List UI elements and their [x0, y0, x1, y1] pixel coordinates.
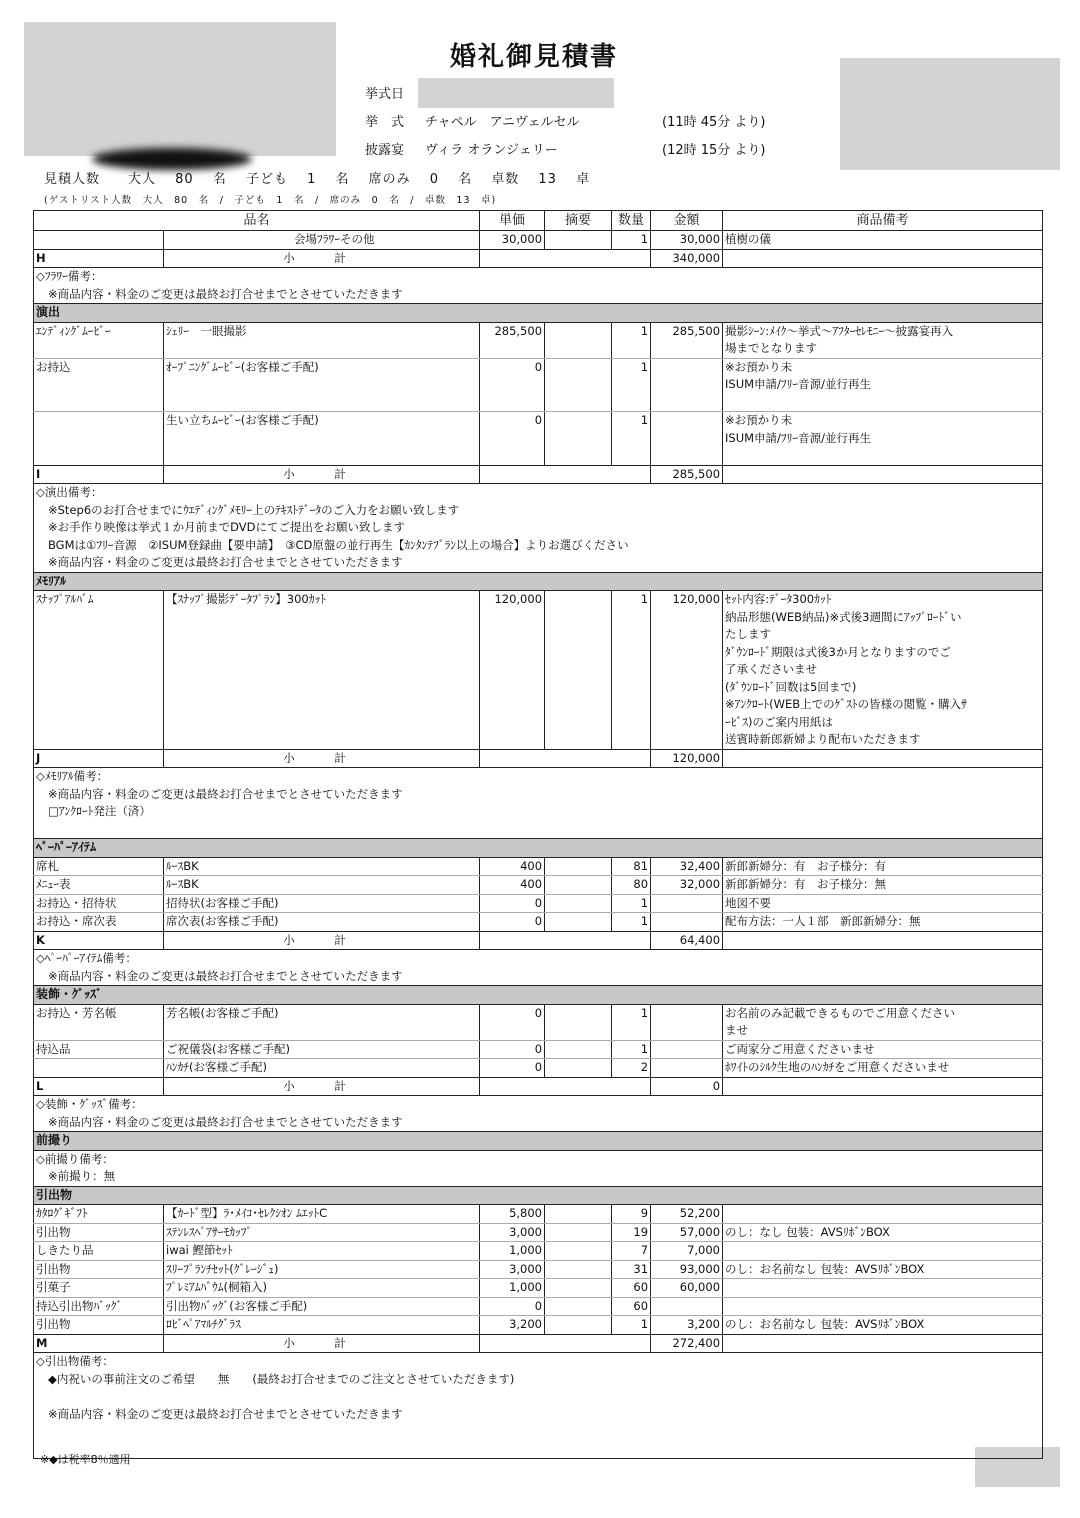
- subtotal-label: 小 計: [164, 1334, 480, 1353]
- unit-price: 3,000: [480, 1260, 545, 1279]
- item-category: お持込: [34, 358, 164, 376]
- subtotal-amount: 340,000: [651, 249, 723, 268]
- note-title: ◇演出備考：: [34, 484, 1043, 502]
- note-text: ◆内祝いの事前注文のご希望 無 (最終お打合せまでのご注文とさせていただきます): [34, 1371, 1043, 1389]
- item-category: 持込引出物ﾊﾞｯｸﾞ: [34, 1297, 164, 1316]
- ceremony-venue: チャペル アニヴェルセル: [425, 115, 580, 130]
- quantity: 1: [612, 322, 651, 340]
- table-row: [34, 1316, 1043, 1335]
- remark: お名前のみ記載できるものでご用意ください: [723, 1004, 1043, 1022]
- amount: 7,000: [651, 1242, 723, 1261]
- unit-price: 0: [480, 1297, 545, 1316]
- remark: ISUM申請/ﾌﾘｰ音源/並行再生: [723, 376, 1043, 394]
- remark: 配布方法：一人１部 新郎新婦分：無: [723, 913, 1043, 932]
- quantity: 1: [612, 591, 651, 609]
- section-letter: M: [34, 1334, 164, 1353]
- item-category: ﾒﾆｭｰ表: [34, 876, 164, 895]
- quantity: 1: [612, 231, 651, 250]
- table-row: [34, 1004, 1043, 1022]
- amount: [651, 1297, 723, 1316]
- item-name: ｼｪﾘｰ 一眼撮影: [164, 322, 480, 340]
- section-title: ﾍﾟｰﾊﾟｰｱｲﾃﾑ: [34, 839, 1043, 858]
- subtotal-row: [34, 249, 1043, 268]
- unit-price: 5,800: [480, 1205, 545, 1224]
- item-category: 引出物: [34, 1260, 164, 1279]
- table-row: [34, 1260, 1043, 1279]
- item-name: ﾛﾋﾞﾍﾟｱﾏﾙﾁｸﾞﾗｽ: [164, 1316, 480, 1335]
- remark: [723, 1279, 1043, 1298]
- remark: [723, 1205, 1043, 1224]
- ceremony-date-label: 挙式日: [365, 87, 405, 102]
- unit-price: 1,000: [480, 1242, 545, 1261]
- ceremony-label: 挙 式: [365, 115, 405, 130]
- remark: ※お預かり未: [723, 358, 1043, 376]
- quantity: 1: [612, 894, 651, 913]
- quantity: 1: [612, 1004, 651, 1022]
- unit-price: 0: [480, 894, 545, 913]
- amount: 60,000: [651, 1279, 723, 1298]
- subtotal-label: 小 計: [164, 249, 480, 268]
- item-name: ご祝儀袋(お客様ご手配): [164, 1040, 480, 1059]
- section-title: 引出物: [34, 1186, 1043, 1205]
- note-text: ※お手作り映像は挙式１か月前までDVDにてご提出をお願い致します: [34, 519, 1043, 537]
- redacted-date: [418, 78, 614, 108]
- quantity: 81: [612, 857, 651, 876]
- item-category: 引菓子: [34, 1279, 164, 1298]
- document-title: 婚礼御見積書: [450, 42, 619, 72]
- item-name: 【ｶｰﾄﾞ型】ﾗ･ﾒｲｺ･ｾﾚｸｼｵﾝ ﾑｴｯﾄC: [164, 1205, 480, 1224]
- subtotal-amount: 64,400: [651, 931, 723, 950]
- item-name: iwai 鰹節ｾｯﾄ: [164, 1242, 480, 1261]
- quantity: 1: [612, 358, 651, 376]
- unit-price: 400: [480, 857, 545, 876]
- quantity: 80: [612, 876, 651, 895]
- table-row: [34, 1242, 1043, 1261]
- note-title: ◇ﾍﾟｰﾊﾟｰｱｲﾃﾑ備考：: [34, 950, 1043, 968]
- subtotal-row: [34, 931, 1043, 950]
- remark: ﾎﾜｲﾄのｼﾙｸ生地のﾊﾝｶﾁをご用意くださいませ: [723, 1059, 1043, 1078]
- item-name: 招待状(お客様ご手配): [164, 894, 480, 913]
- unit-price: 400: [480, 876, 545, 895]
- table-header: [34, 211, 1043, 231]
- subtotal-label: 小 計: [164, 465, 480, 484]
- amount: 52,200: [651, 1205, 723, 1224]
- unit-price: 30,000: [480, 231, 545, 250]
- item-category: 引出物: [34, 1223, 164, 1242]
- item-category: 席札: [34, 857, 164, 876]
- note-text: ※商品内容・料金のご変更は最終お打合せまでとさせていただきます: [34, 554, 1043, 572]
- quantity: 1: [612, 412, 651, 430]
- note-title: ◇装飾・ｸﾞｯｽﾞ備考：: [34, 1096, 1043, 1114]
- col-remarks: 商品備考: [723, 211, 1043, 231]
- remark: 地図不要: [723, 894, 1043, 913]
- remark: ｰﾋﾞｽ)のご案内用紙は: [723, 714, 1043, 732]
- item-name: ｽﾃﾝﾚｽﾍﾟｱｻｰﾓｶｯﾌﾟ: [164, 1223, 480, 1242]
- item-category: お持込・招待状: [34, 894, 164, 913]
- note-title: ◇ﾌﾗﾜｰ備考：: [34, 268, 1043, 286]
- remark: 納品形態(WEB納品)※式後3週間にｱｯﾌﾟﾛｰﾄﾞい: [723, 609, 1043, 627]
- table-row: [34, 1279, 1043, 1298]
- reception-venue: ヴィラ オランジェリー: [425, 143, 558, 158]
- remark: たします: [723, 626, 1043, 644]
- table-row: [34, 322, 1043, 340]
- note-text: ※前撮り：無: [34, 1168, 1043, 1186]
- item-name: ﾙｰｽBK: [164, 876, 480, 895]
- quantity: 2: [612, 1059, 651, 1078]
- unit-price: 0: [480, 358, 545, 376]
- quantity: 19: [612, 1223, 651, 1242]
- remark: のし：お名前なし 包装：AVSﾘﾎﾞﾝBOX: [723, 1316, 1043, 1335]
- amount: 57,000: [651, 1223, 723, 1242]
- quantity: 7: [612, 1242, 651, 1261]
- item-name: ｽﾘｰﾌﾟﾗﾝﾁｾｯﾄ(ｸﾞﾚｰｼﾞｭ): [164, 1260, 480, 1279]
- remark: 場までとなります: [723, 340, 1043, 358]
- amount: 30,000: [651, 231, 723, 250]
- redacted-block-right: [840, 58, 1060, 170]
- remark: ｾｯﾄ内容:ﾃﾞｰﾀ300ｶｯﾄ: [723, 591, 1043, 609]
- subtotal-amount: 285,500: [651, 465, 723, 484]
- remark: 植樹の儀: [723, 231, 1043, 250]
- unit-price: 3,000: [480, 1223, 545, 1242]
- remark: 新郎新婦分：有 お子様分：有: [723, 857, 1043, 876]
- remark: ※ｱﾝｸﾛｰﾄ(WEB上でのｹﾞｽﾄの皆様の閲覧・購入ｻ: [723, 696, 1043, 714]
- item-name: 【ｽﾅｯﾌﾟ撮影ﾃﾞｰﾀﾌﾟﾗﾝ】300ｶｯﾄ: [164, 591, 480, 609]
- table-row: [34, 1223, 1043, 1242]
- subtotal-amount: 0: [651, 1077, 723, 1096]
- note-title: ◇引出物備考：: [34, 1353, 1043, 1371]
- amount: [651, 913, 723, 932]
- tax-footnote: ※◆は税率8％適用: [40, 1453, 131, 1466]
- section-title: 演出: [34, 304, 1043, 323]
- unit-price: 1,000: [480, 1279, 545, 1298]
- section-letter: I: [34, 465, 164, 484]
- section-letter: K: [34, 931, 164, 950]
- item-category: ｽﾅｯﾌﾟｱﾙﾊﾞﾑ: [34, 591, 164, 609]
- remark: ﾀﾞｳﾝﾛｰﾄﾞ期限は式後3か月となりますのでご: [723, 644, 1043, 662]
- remark: 撮影ｼｰﾝ:ﾒｲｸ～挙式～ｱﾌﾀｰｾﾚﾓﾆｰ～披露宴再入: [723, 322, 1043, 340]
- remark: 了承くださいませ: [723, 661, 1043, 679]
- quantity: 31: [612, 1260, 651, 1279]
- quantity: 60: [612, 1297, 651, 1316]
- note-text: □ｱﾝｸﾛｰﾄ発注（済）: [34, 803, 1043, 821]
- remark: ※お預かり未: [723, 412, 1043, 430]
- item-name: ﾊﾝｶﾁ(お客様ご手配): [164, 1059, 480, 1078]
- table-row: [34, 231, 1043, 250]
- item-category: 持込品: [34, 1040, 164, 1059]
- item-category: 引出物: [34, 1316, 164, 1335]
- col-name: 品名: [34, 211, 480, 231]
- unit-price: 0: [480, 913, 545, 932]
- estimate-headcount: 見積人数 大人 80 名 子ども 1 名 席のみ 0 名 卓数 13 卓: [44, 172, 591, 187]
- note-text: ※Step6のお打合せまでにｳｴﾃﾞｨﾝｸﾞﾒﾓﾘｰ上のﾃｷｽﾄﾃﾞｰﾀのご入力をお願い致します: [34, 502, 1043, 520]
- remark: 送賓時新郎新婦より配布いただきます: [723, 731, 1043, 749]
- unit-price: 285,500: [480, 322, 545, 340]
- section-title: 前撮り: [34, 1132, 1043, 1151]
- section-title: ﾒﾓﾘｱﾙ: [34, 572, 1043, 591]
- remark: ISUM申請/ﾌﾘｰ音源/並行再生: [723, 430, 1043, 448]
- table-row: [34, 876, 1043, 895]
- amount: 93,000: [651, 1260, 723, 1279]
- subtotal-label: 小 計: [164, 931, 480, 950]
- col-summary: 摘要: [545, 211, 612, 231]
- note-title: ◇前撮り備考：: [34, 1150, 1043, 1168]
- note-text: ※商品内容・料金のご変更は最終お打合せまでとさせていただきます: [34, 1114, 1043, 1132]
- reception-time: (12時 15分 より): [662, 143, 766, 158]
- item-name: 席次表(お客様ご手配): [164, 913, 480, 932]
- col-amount: 金額: [651, 211, 723, 231]
- item-category: お持込・芳名帳: [34, 1004, 164, 1022]
- note-text: BGMは①ﾌﾘｰ音源 ②ISUM登録曲【要申請】 ③CD原盤の並行再生【ｶﾝﾀﾝﾃﾌﾞﾗﾝ以上の場合】よりお選びください: [34, 537, 1043, 555]
- guest-list-count: (ゲストリスト人数 大人 80 名 / 子ども 1 名 / 席のみ 0 名 / 卓数 13 卓): [44, 195, 497, 206]
- section-letter: L: [34, 1077, 164, 1096]
- item-category: ｴﾝﾃﾞｨﾝｸﾞﾑｰﾋﾞｰ: [34, 322, 164, 340]
- remark: [723, 1242, 1043, 1261]
- unit-price: 120,000: [480, 591, 545, 609]
- table-row: [34, 591, 1043, 609]
- unit-price: 0: [480, 1059, 545, 1078]
- quantity: 60: [612, 1279, 651, 1298]
- subtotal-row: [34, 1334, 1043, 1353]
- item-category: お持込・席次表: [34, 913, 164, 932]
- quantity: 1: [612, 913, 651, 932]
- note-text: ※商品内容・料金のご変更は最終お打合せまでとさせていただきます: [34, 286, 1043, 304]
- remark: 新郎新婦分：有 お子様分：無: [723, 876, 1043, 895]
- col-quantity: 数量: [612, 211, 651, 231]
- amount: 3,200: [651, 1316, 723, 1335]
- item-category: しきたり品: [34, 1242, 164, 1261]
- table-row: [34, 1205, 1043, 1224]
- redacted-blob: [92, 148, 252, 170]
- redacted-block-left: [24, 22, 336, 156]
- note-text: ※商品内容・料金のご変更は最終お打合せまでとさせていただきます: [34, 1406, 1043, 1424]
- item-name: 会場ﾌﾗﾜｰその他: [164, 231, 480, 250]
- remark: [723, 1297, 1043, 1316]
- table-row: [34, 894, 1043, 913]
- amount: 285,500: [651, 322, 723, 340]
- unit-price: 0: [480, 412, 545, 430]
- table-row: [34, 1040, 1043, 1059]
- table-row: [34, 857, 1043, 876]
- table-row: [34, 1297, 1043, 1316]
- remark: ご両家分ご用意くださいませ: [723, 1040, 1043, 1059]
- note-text: ※商品内容・料金のご変更は最終お打合せまでとさせていただきます: [34, 968, 1043, 986]
- table-row: [34, 358, 1043, 376]
- section-letter: H: [34, 249, 164, 268]
- subtotal-amount: 272,400: [651, 1334, 723, 1353]
- remark: ませ: [723, 1022, 1043, 1040]
- section-title: 装飾・ｸﾞｯｽﾞ: [34, 986, 1043, 1005]
- quantity: 1: [612, 1040, 651, 1059]
- section-letter: J: [34, 749, 164, 768]
- quantity: 1: [612, 1316, 651, 1335]
- estimate-table: [33, 210, 1043, 1459]
- note-text: ※商品内容・料金のご変更は最終お打合せまでとさせていただきます: [34, 786, 1043, 804]
- item-name: 芳名帳(お客様ご手配): [164, 1004, 480, 1022]
- subtotal-row: [34, 465, 1043, 484]
- subtotal-label: 小 計: [164, 749, 480, 768]
- reception-label: 披露宴: [365, 143, 405, 158]
- unit-price: 0: [480, 1040, 545, 1059]
- item-name: 引出物ﾊﾞｯｸﾞ(お客様ご手配): [164, 1297, 480, 1316]
- table-row: [34, 913, 1043, 932]
- amount: 32,000: [651, 876, 723, 895]
- table-row: [34, 1059, 1043, 1078]
- item-name: ﾙｰｽBK: [164, 857, 480, 876]
- ceremony-time: (11時 45分 より): [662, 115, 766, 130]
- subtotal-row: [34, 749, 1043, 768]
- note-title: ◇ﾒﾓﾘｱﾙ備考：: [34, 768, 1043, 786]
- unit-price: 0: [480, 1004, 545, 1022]
- unit-price: 3,200: [480, 1316, 545, 1335]
- quantity: 9: [612, 1205, 651, 1224]
- amount: [651, 894, 723, 913]
- item-name: ﾌﾟﾚﾐｱﾑﾊﾞｳﾑ(桐箱入): [164, 1279, 480, 1298]
- remark: のし：お名前なし 包装：AVSﾘﾎﾞﾝBOX: [723, 1260, 1043, 1279]
- subtotal-amount: 120,000: [651, 749, 723, 768]
- item-category: ｶﾀﾛｸﾞｷﾞﾌﾄ: [34, 1205, 164, 1224]
- item-name: 生い立ちﾑｰﾋﾞｰ(お客様ご手配): [164, 412, 480, 430]
- amount: 32,400: [651, 857, 723, 876]
- table-row: [34, 412, 1043, 430]
- remark: のし：なし 包装：AVSﾘﾎﾞﾝBOX: [723, 1223, 1043, 1242]
- item-name: ｵｰﾌﾟﾆﾝｸﾞﾑｰﾋﾞｰ(お客様ご手配): [164, 358, 480, 376]
- subtotal-row: [34, 1077, 1043, 1096]
- subtotal-label: 小 計: [164, 1077, 480, 1096]
- amount: 120,000: [651, 591, 723, 609]
- col-unit-price: 単価: [480, 211, 545, 231]
- remark: (ﾀﾞｳﾝﾛｰﾄﾞ回数は5回まで): [723, 679, 1043, 697]
